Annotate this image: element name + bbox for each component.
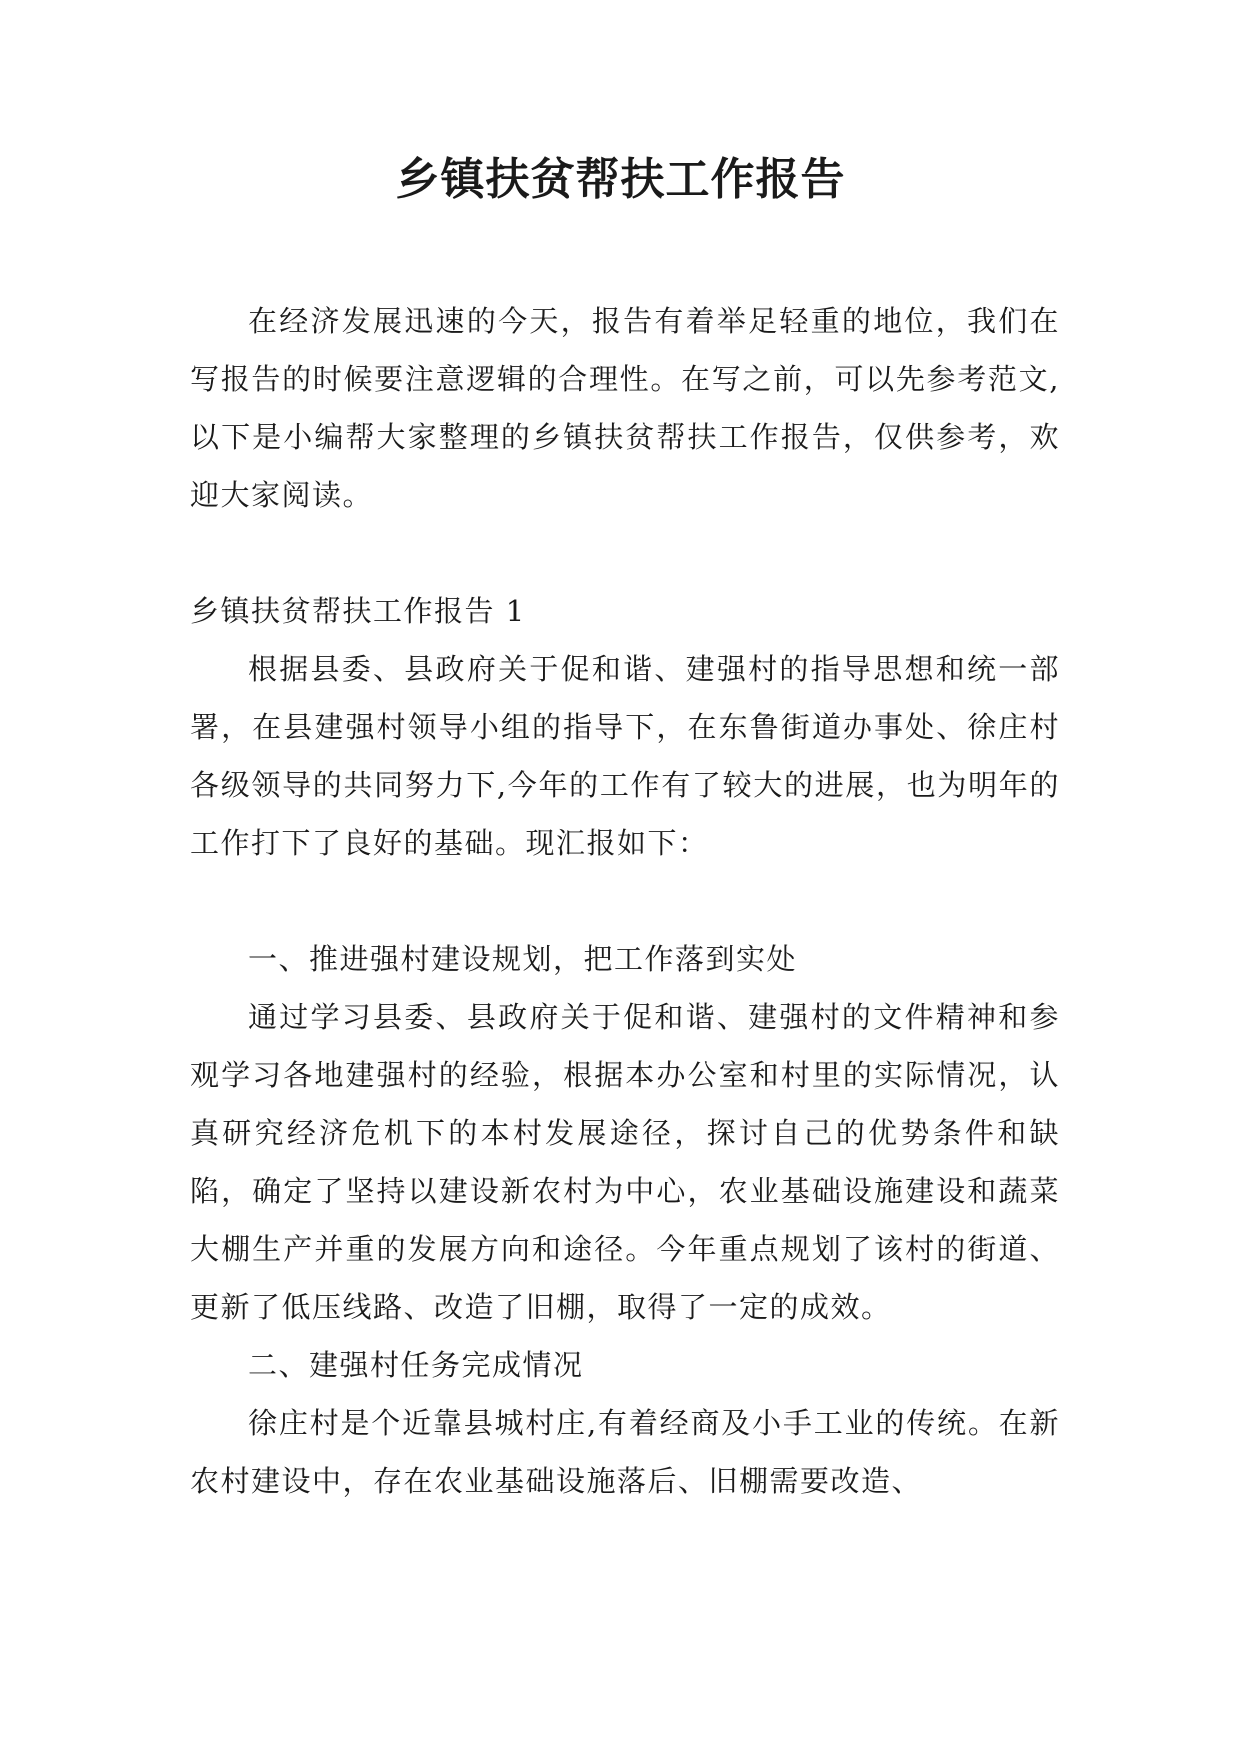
paragraph-3: 徐庄村是个近靠县城村庄,有着经商及小手工业的传统。在新农村建设中，存在农业基础设施落后、旧棚需要改造、 [190,1406,1060,1498]
document-title: 乡镇扶贫帮扶工作报告 [395,154,846,205]
paragraph-2: 通过学习县委、县政府关于促和谐、建强村的文件精神和参观学习各地建强村的经验，根据本办公室和村里的实际情况，认真研究经济危机下的本村发展途径，探讨自己的优势条件和缺陷，确定了坚持以建设新农村为中心，农业基础设施建设和蔬菜大棚生产并重的发展方向和途径。今年重点规划了该村的街道、更新了低压线路、改造了旧棚，取得了一定的成效。 [190,1000,1060,1324]
paragraph-1: 根据县委、县政府关于促和谐、建强村的指导思想和统一部署，在县建强村领导小组的指导下，在东鲁街道办事处、徐庄村各级领导的共同努力下,今年的工作有了较大的进展，也为明年的工作打下了良好的基础。现汇报如下： [190,652,1060,860]
paragraph-gap [190,872,1060,930]
section-title: 乡镇扶贫帮扶工作报告 1 [190,594,526,628]
heading-2: 二、建强村任务完成情况 [248,1348,584,1382]
heading-1: 一、推进强村建设规划，把工作落到实处 [248,942,798,976]
paragraph-gap [190,524,1060,582]
document-body [190,292,1060,1510]
intro-paragraph: 在经济发展迅速的今天，报告有着举足轻重的地位，我们在写报告的时候要注意逻辑的合理性。在写之前，可以先参考范文,以下是小编帮大家整理的乡镇扶贫帮扶工作报告，仅供参考，欢迎大家阅读。 [190,304,1060,512]
